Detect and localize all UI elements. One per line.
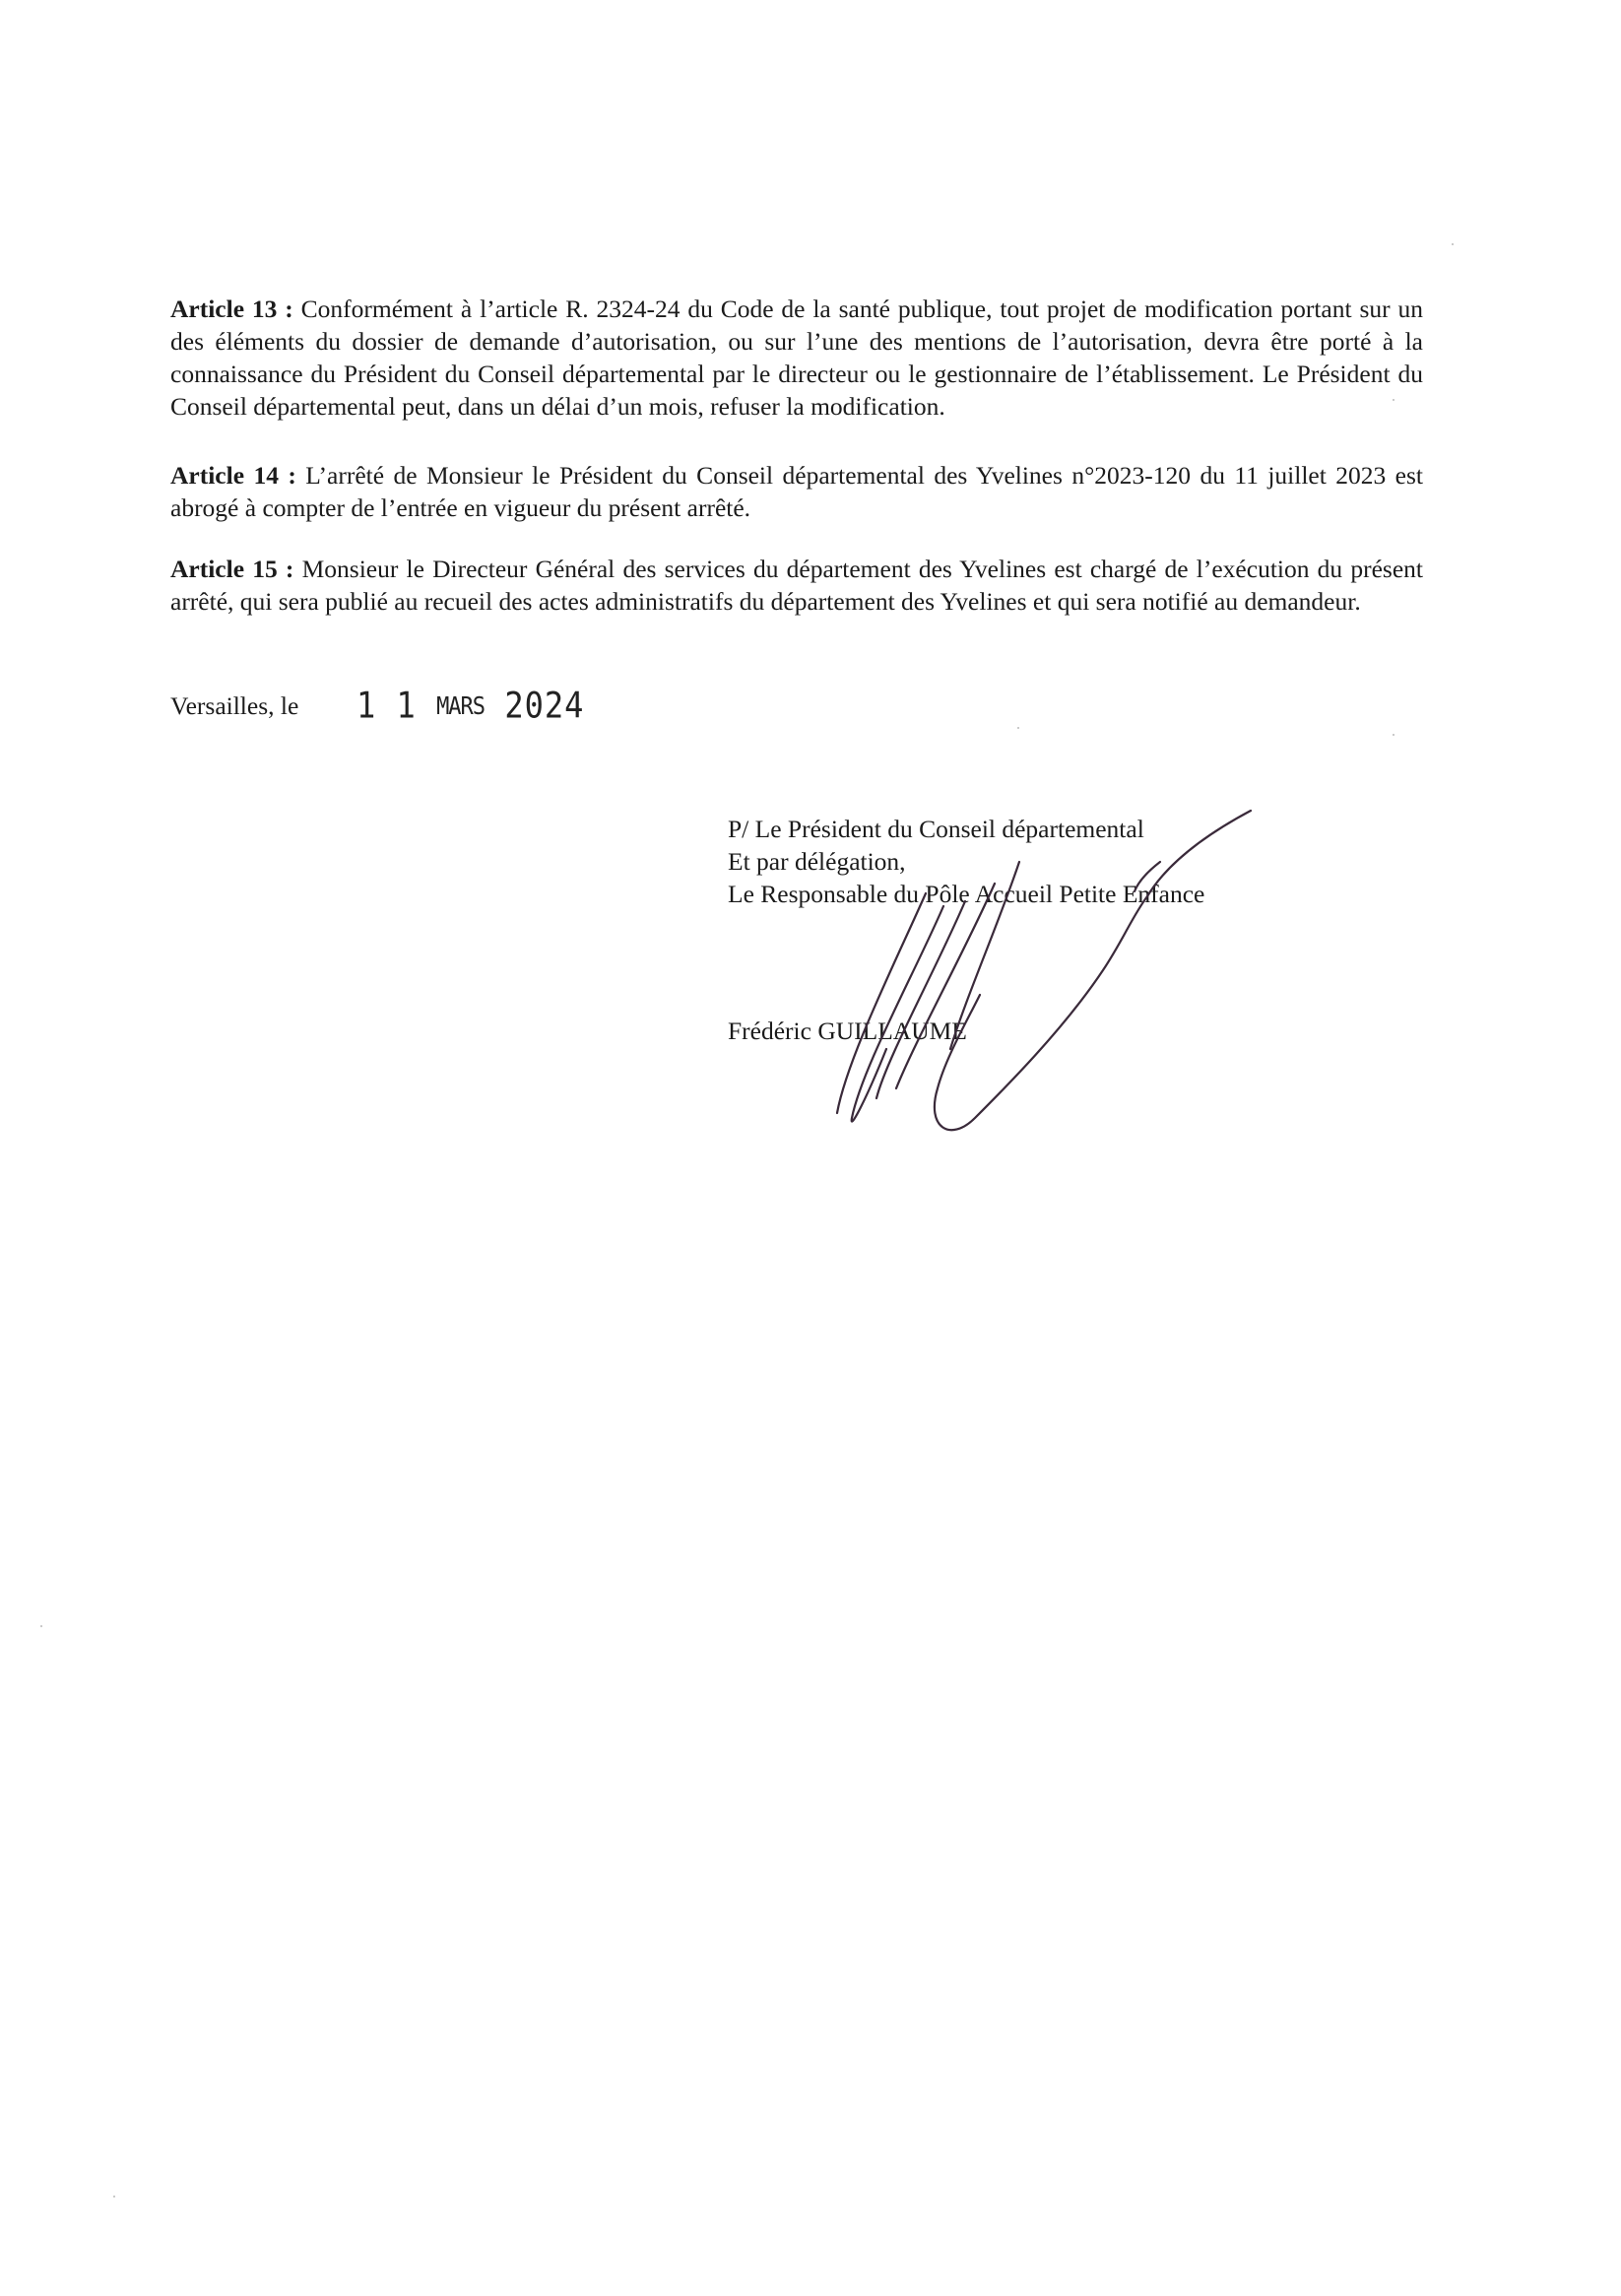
scan-speck	[1393, 399, 1394, 401]
scan-speck	[1017, 727, 1019, 729]
signatory-name: Frédéric GUILLAUME	[728, 1017, 967, 1045]
article-14-text: L’arrêté de Monsieur le Président du Conseil départemental des Yvelines n°2023-120 du 11 juillet 2023 est abrogé à compter de l’entrée en vigueur du présent arrêté.	[170, 461, 1424, 522]
signature-line-responsable: Le Responsable du Pôle Accueil Petite Enfance	[728, 880, 1205, 908]
article-14-label: Article 14 :	[170, 461, 296, 490]
article-13	[170, 293, 1423, 423]
date-stamp-day: 1 1	[357, 684, 417, 727]
article-15-text: Monsieur le Directeur Général des services du département des Yvelines est chargé de l’exécution du présent arrêté, qui sera publié au recueil des actes administratifs du département des Yvelines et qui sera notifié au demandeur.	[170, 555, 1423, 616]
article-13-text: Conformément à l’article R. 2324-24 du Code de la santé publique, tout projet de modification portant sur un des éléments du dossier de demande d’autorisation, ou sur l’une des mentions de l’autorisation, devra être porté à la connaissance du Président du Conseil départemental par le directeur ou le gestionnaire de l’établissement. Le Président du Conseil départemental peut, dans un délai d’un mois, refuser la modification.	[170, 295, 1423, 421]
article-15	[170, 553, 1423, 618]
article-14	[170, 459, 1423, 524]
scan-speck	[1393, 734, 1394, 736]
place-date-prefix: Versailles, le	[170, 691, 299, 720]
scan-speck	[113, 2196, 115, 2198]
article-13-label: Article 13 :	[170, 295, 293, 323]
signature-line-president: P/ Le Président du Conseil départemental	[728, 815, 1144, 843]
date-stamp-month: MARS	[436, 692, 486, 721]
article-15-label: Article 15 :	[170, 555, 294, 583]
handwritten-signature	[768, 803, 1280, 1138]
date-stamp	[357, 684, 584, 727]
signature-line-delegation: Et par délégation,	[728, 847, 906, 876]
scan-speck	[1452, 243, 1454, 245]
date-stamp-year: 2024	[504, 684, 585, 727]
scan-speck	[40, 1625, 42, 1627]
